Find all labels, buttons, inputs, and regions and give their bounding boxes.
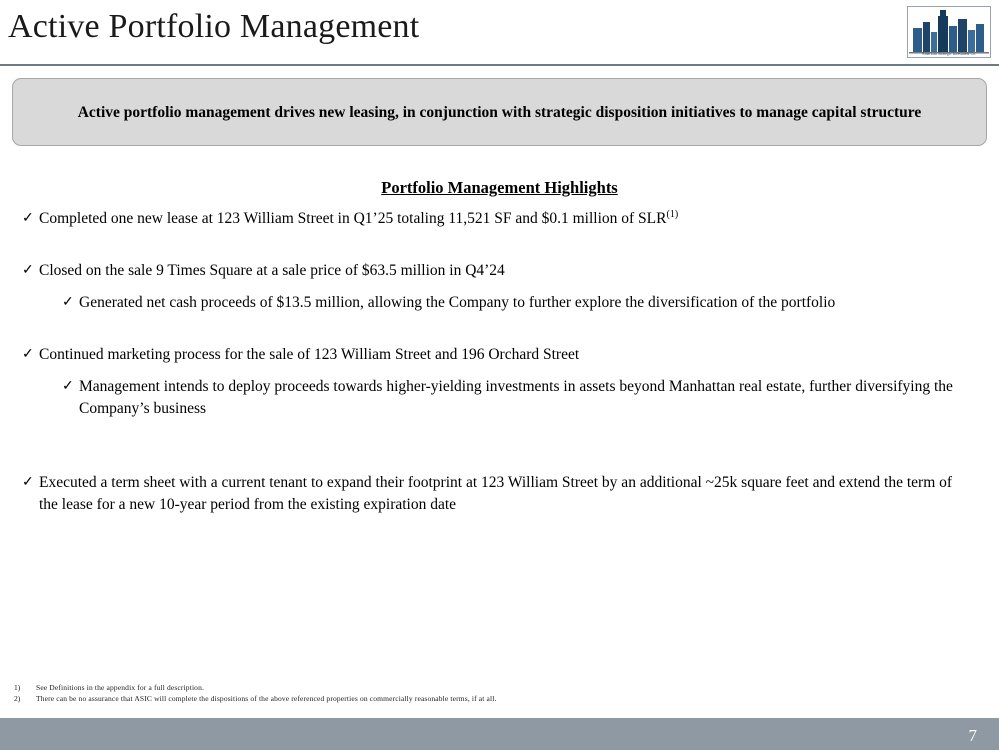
spacer	[0, 366, 999, 376]
spacer	[0, 450, 999, 472]
footnote-row	[14, 693, 964, 704]
footnote-number: 2)	[14, 694, 21, 703]
footnote-ref: (1)	[666, 208, 679, 220]
list-item-text: Completed one new lease at 123 William Street in Q1’25 totaling 11,521 SF and $0.1 million of SLR$^{(1)}$	[39, 208, 679, 227]
checkmark-icon: ✓	[22, 211, 34, 226]
checkmark-icon: ✓	[62, 295, 74, 310]
footnote-row	[14, 682, 964, 693]
spacer	[0, 230, 999, 260]
checkmark-icon: ✓	[22, 475, 34, 490]
footnote-number: 1)	[14, 683, 21, 692]
header-divider	[0, 64, 999, 66]
page-number: 7	[968, 726, 977, 745]
slide-header	[0, 0, 999, 66]
list-item-text: Continued marketing process for the sale of 123 William Street and 196 Orchard Street	[39, 346, 580, 363]
spacer	[0, 314, 999, 344]
section-heading: Portfolio Management Highlights	[381, 178, 618, 197]
list-item-text: Management intends to deploy proceeds towards higher-yielding investments in assets beyond Manhattan real estate, further diversifying the Company’s business	[79, 378, 953, 417]
list-item-text: Generated net cash proceeds of $13.5 million, allowing the Company to further explore the diversification of the portfolio	[79, 294, 836, 311]
spacer	[0, 420, 999, 450]
list-item-text: Executed a term sheet with a current tenant to expand their footprint at 123 William Street by an additional ~25k square feet and extend the term of the lease for a new 10-year period from the existing expiration date	[39, 474, 953, 513]
checkmark-icon: ✓	[22, 347, 34, 362]
footnote-text: See Definitions in the appendix for a full description.	[36, 683, 205, 692]
callout-banner-text: Active portfolio management drives new leasing, in conjunction with strategic disposition initiatives to manage capital structure	[77, 103, 922, 121]
skyline-icon	[907, 6, 991, 58]
highlights-list	[0, 208, 999, 516]
list-item	[22, 208, 982, 230]
list-item	[22, 472, 982, 516]
list-item	[62, 292, 987, 314]
logo-caption: American Strategic Investment Co.	[922, 52, 976, 56]
footnote-text: There can be no assurance that ASIC will complete the dispositions of the above referenced properties on commercially reasonable terms, if at all.	[36, 694, 497, 703]
page-title: Active Portfolio Management	[8, 8, 420, 45]
callout-banner	[12, 78, 987, 146]
checkmark-icon: ✓	[22, 263, 34, 278]
list-item	[62, 376, 987, 420]
spacer	[0, 282, 999, 292]
checkmark-icon: ✓	[62, 379, 74, 394]
list-item-text: Closed on the sale 9 Times Square at a sale price of $63.5 million in Q4’24	[39, 262, 505, 279]
footnotes	[14, 682, 964, 704]
list-item	[22, 260, 982, 282]
company-logo	[907, 6, 991, 58]
footer-bar	[0, 718, 999, 750]
list-item	[22, 344, 982, 366]
